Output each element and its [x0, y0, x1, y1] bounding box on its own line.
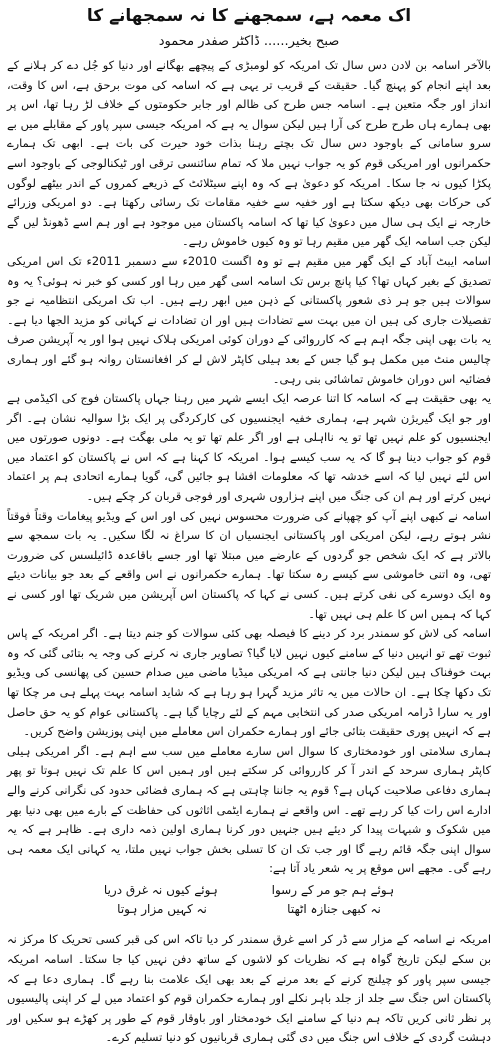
article-paragraph: اسامہ کی لاش کو سمندر برد کر دینے کا فیصلہ بھی کئی سوالات کو جنم دیتا ہے۔ اگر امریکہ کے پاس ثبوت تھے تو انہیں دنیا کے سامنے کیوں نہیں لایا گیا؟ تصاویر جاری نہ کرنے کی وجہ یہ بتائی گئی کہ وہ بہت خوفناک ہیں لیکن دنیا جانتی ہے کہ امریکی میڈیا ماضی میں صدام حسین کی پھانسی کی ویڈیو تک دکھا چکا ہے۔ ان حالات میں یہ تاثر مزید گہرا ہو رہا ہے کہ شاید اسامہ بہت پہلے ہی مر چکا تھا اور یہ سارا ڈرامہ امریکی صدر کی انتخابی مہم کے لئے رچایا گیا ہے۔ پاکستانی عوام کو یہ حق حاصل ہے کہ انہیں پوری حقیقت بتائی جائے اور ہمارے حکمران اس معاملے میں اپنی پوزیشن واضح کریں۔ — [7, 626, 491, 739]
article-body — [7, 56, 491, 879]
verse-hemistich: ہوئے ہم جو مر کے رسوا — [271, 882, 395, 897]
article-paragraph: بالآخر اسامہ بن لادن دس سال تک امریکہ کو لومبڑی کے پیچھے بھگانے اور دنیا کو جُل دے کر ہلانے کے بعد اپنے انجام کو پہنچ گیا۔ حقیقت کے قریب تر یہی ہے کہ اسامہ کی موت برحق ہے، اس کا وقت، انداز اور جگہ متعین ہے۔ اسامہ جس طرح کی ظالم اور جابر حکومتوں کے خلاف لڑ رہا تھا، اس پر بھی ہمارے ہاں طرح طرح کی آرا ہیں لیکن سوال یہ ہے کہ امریکہ جیسی سپر پاور کے مقابلے میں بے سرو سامانی کے باوجود دس سال تک بچتے رہنا بذات خود حیرت کی بات ہے۔ ابھی تک ہمارے حکمرانوں اور امریکی قوم کو یہ جواب نہیں ملا کہ تمام سائنسی ترقی اور ٹیکنالوجی کے باوجود اسے پکڑا کیوں نہ جا سکا۔ امریکہ کو دعویٰ ہے کہ وہ اپنے سیٹلائٹ کے ذریعے کمروں کے اندر بیٹھے لوگوں کی حرکات بھی دیکھ سکتا ہے اور خفیہ سے خفیہ مقامات تک رسائی رکھتا ہے۔ دو امریکی وزرائے خارجہ نے ایک ہی سال میں دعویٰ کیا تھا کہ اسامہ پاکستان میں موجود ہے اور ہم اسے ڈھونڈ لیں گے لیکن جب اسامہ ایک گھر میں مقیم رہا تو وہ کیوں خاموش رہے۔ — [7, 58, 491, 249]
article-paragraph: اسامہ نے کبھی اپنے آپ کو چھپانے کی ضرورت محسوس نہیں کی اور اس کے ویڈیو پیغامات وقتاً فوقتاً نشر ہوتے رہے، لیکن امریکی اور پاکستانی ایجنسیاں ان کا سراغ نہ لگا سکیں۔ یہ بات سمجھ سے بالاتر ہے کہ ایک شخص جو گردوں کے عارضے میں مبتلا تھا اور جسے باقاعدہ ڈائیلسس کی ضرورت تھی، وہ اتنی خاموشی سے کیسے رہ سکتا تھا۔ ہمارے حکمرانوں نے اس واقعے کے بعد جو بیانات دیئے وہ ایک دوسرے کی نفی کرتے ہیں۔ کسی نے کہا کہ پاکستان اس آپریشن میں شریک تھا اور کسی نے کہا کہ ہمیں اس کا علم ہی نہیں تھا۔ — [7, 508, 491, 621]
article-paragraph: امریکہ نے اسامہ کے مزار سے ڈر کر اسے غرق سمندر کر دیا تاکہ اس کی قبر کسی تحریک کا مرکز نہ بن سکے لیکن تاریخ گواہ ہے کہ نظریات کو لاشوں کے ساتھ دفن نہیں کیا جا سکتا۔ اسامہ امریکہ جیسی سپر پاور کو چیلنج کرنے کے بعد مرنے کے بعد بھی ایک علامت بنا رہے گا۔ ہماری دعا ہے کہ پاکستان اس جنگ سے جلد از جلد باہر نکلے اور ہمارے حکمران قوم کو اعتماد میں لے کر اپنی پالیسیوں پر نظر ثانی کریں تاکہ ہم دنیا کے سامنے ایک خودمختار اور باوقار قوم کے طور پر کھڑے ہو سکیں اور دہشت گردی کے خلاف اس جنگ میں دی گئی ہماری قربانیوں کو دنیا تسلیم کرے۔ — [7, 932, 491, 1045]
article-paragraph: اسامہ ایبٹ آباد کے ایک گھر میں مقیم ہے تو وہ اگست 2010ء سے دسمبر 2011ء تک اس امریکی تصدیق کے بغیر کہاں تھا؟ کیا پانچ برس تک اسامہ اسی گھر میں رہا اور کسی کو خبر نہ ہوئی؟ یہ وہ سوالات ہیں جو ہر ذی شعور پاکستانی کے ذہن میں ابھر رہے ہیں۔ اب تک امریکی انتظامیہ نے جو تفصیلات جاری کی ہیں ان میں بہت سے تضادات ہیں اور ان تضادات نے کہانی کو مزید الجھا دیا ہے۔ یہ بات بھی اپنی جگہ اہم ہے کہ کارروائی کے دوران کوئی امریکی ہلاک نہیں ہوا اور یہ آپریشن صرف چالیس منٹ میں مکمل ہو گیا جس کے بعد ہیلی کاپٹر لاش لے کر افغانستان روانہ ہو گئے اور ہماری فضائیہ اس دوران خاموش تماشائی بنی رہی۔ — [7, 253, 491, 386]
verse-hemistich: ہوئے کیوں نہ غرق دریا — [103, 882, 218, 897]
article-closing — [7, 930, 491, 1048]
article-byline: صبح بخیر...... ڈاکٹر صفدر محمود — [158, 34, 340, 49]
verse-line — [7, 881, 491, 900]
article-paragraph: یہ بھی حقیقت ہے کہ اسامہ کا اتنا عرصہ ایک ایسے شہر میں رہنا جہاں پاکستان فوج کی اکیڈمی ہے اور جو ایک گیریژن شہر ہے، ہماری خفیہ ایجنسیوں کی کارکردگی پر ایک بڑا سوالیہ نشان ہے۔ اگر ایجنسیوں کو علم نہیں تھا تو یہ نااہلی ہے اور اگر علم تھا تو یہ ملی بھگت ہے۔ دونوں صورتوں میں قوم کو جواب دینا ہو گا کہ یہ سب کیسے ہوا۔ امریکہ کا کہنا ہے کہ اس نے پاکستان کو اعتماد میں اس لئے نہیں لیا کہ اسے خدشہ تھا کہ معلومات افشا ہو جائیں گی، گویا ہمارے اتحادی ہم پر اعتماد نہیں کرتے اور ہم ان کی جنگ میں اپنے ہزاروں شہری اور فوجی قربان کر چکے ہیں۔ — [7, 391, 491, 504]
poetry-verse — [7, 881, 491, 919]
article-title: اک معمہ ہے، سمجھنے کا نہ سمجھانے کا — [86, 6, 412, 26]
verse-line — [7, 900, 491, 919]
verse-hemistich: نہ کہیں مزار ہوتا — [117, 901, 207, 916]
verse-hemistich: نہ کبھی جنازہ اٹھتا — [287, 901, 381, 916]
article-paragraph: ہماری سلامتی اور خودمختاری کا سوال اس سارے معاملے میں سب سے اہم ہے۔ اگر امریکی ہیلی کاپٹر ہماری سرحد کے اندر آ کر کارروائی کر سکتے ہیں اور ہمیں اس کا علم تک نہیں ہوتا تو پھر ہماری دفاعی صلاحیت کہاں ہے؟ قوم یہ جاننا چاہتی ہے کہ ہماری فضائی حدود کی نگرانی کرنے والے ادارے اس رات کیا کر رہے تھے۔ اس واقعے نے ہمارے ایٹمی اثاثوں کی حفاظت کے بارے میں بھی دنیا بھر میں شکوک و شبہات پیدا کر دیئے ہیں جنہیں دور کرنا ہماری اولین ذمہ داری ہے۔ ظاہر ہے کہ یہ سوال اپنی جگہ قائم رہے گا اور جب تک ان کا تسلی بخش جواب نہیں ملتا، یہ کہانی ایک معمہ ہی رہے گی۔ مجھے اس موقع پر یہ شعر یاد آتا ہے: — [7, 743, 491, 876]
